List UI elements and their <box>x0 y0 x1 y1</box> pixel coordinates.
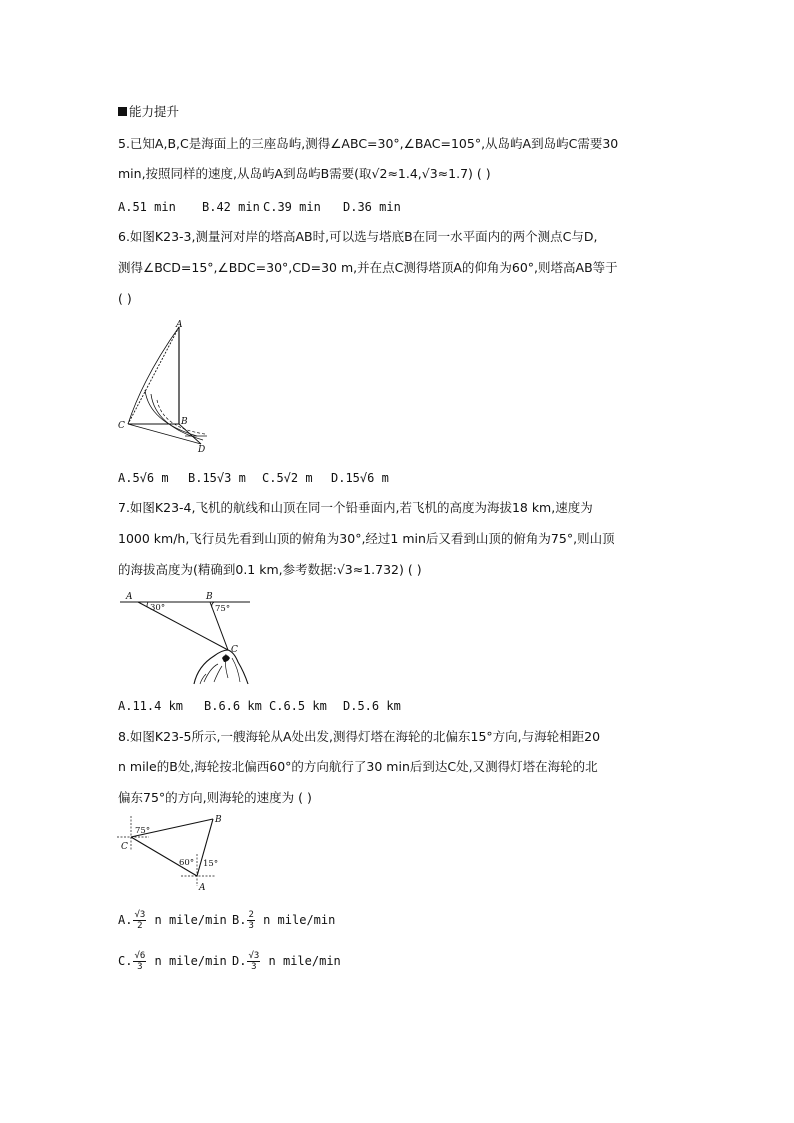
q6-text-line2: 测得∠BCD=15°,∠BDC=30°,CD=30 m,并在点C测得塔顶A的仰角为60°,则塔高AB等于 <box>118 260 618 275</box>
q7-option-d: D.5.6 km <box>343 699 401 713</box>
figure-k23-4 <box>118 588 268 688</box>
angle-arc-30 <box>147 602 148 607</box>
riverbank-curve-3 <box>151 394 203 440</box>
q8-option-d <box>232 951 341 972</box>
q8-option-c-fraction <box>133 951 146 972</box>
q5-option-b: B.42 min <box>202 200 260 214</box>
angle-label-75: 75° <box>215 604 231 614</box>
label-c: C <box>121 842 128 852</box>
q8-text-line3: 偏东75°的方向,则海轮的速度为 ( ) <box>118 790 312 805</box>
q5-option-d: D.36 min <box>343 200 401 214</box>
q8-option-b-letter: B. <box>232 913 247 927</box>
label-b: B <box>181 417 188 427</box>
q6-option-d: D.15√6 m <box>331 471 389 485</box>
angle-label-60: 60° <box>179 858 195 868</box>
q8-option-d-letter: D. <box>232 954 247 968</box>
q7-option-b: B.6.6 km <box>204 699 262 713</box>
q8-text-line2: n mile的B处,海轮按北偏西60°的方向航行了30 min后到达C处,又测得灯塔在海轮的北 <box>118 759 598 774</box>
q8-option-b-unit: n mile/min <box>263 913 336 927</box>
label-b: B <box>206 592 213 602</box>
q7-text-line2: 1000 km/h,飞行员先看到山顶的俯角为30°,经过1 min后又看到山顶的俯角为75°,则山顶 <box>118 531 615 546</box>
q7-option-c: C.6.5 km <box>269 699 327 713</box>
label-c: C <box>118 421 125 431</box>
q8-option-d-fraction <box>247 951 260 972</box>
riverbank-curve-2 <box>145 390 197 436</box>
mountain-peak-mark <box>222 655 230 662</box>
section-heading <box>118 104 179 120</box>
q8-option-b <box>232 910 335 931</box>
angle-arc-75 <box>212 602 214 608</box>
q7-text-line3: 的海拔高度为(精确到0.1 km,参考数据:√3≈1.732) ( ) <box>118 562 422 577</box>
q8-option-c <box>118 951 227 972</box>
label-d: D <box>198 445 206 455</box>
q5-text-line2: min,按照同样的速度,从岛屿A到岛屿B需要(取√2≈1.4,√3≈1.7) ( ) <box>118 166 491 181</box>
angle-label-15: 15° <box>203 859 219 869</box>
figure-k23-3 <box>115 318 215 458</box>
label-a: A <box>176 320 183 330</box>
q8-option-a-numerator: √3 <box>134 910 146 920</box>
q8-option-b-fraction <box>247 910 254 931</box>
q8-text-line1: 8.如图K23-5所示,一艘海轮从A处出发,测得灯塔在海轮的北偏东15°方向,与海轮相距20 <box>118 729 601 744</box>
mountain-shading <box>200 654 240 684</box>
segment-ca <box>131 837 197 876</box>
label-a: A <box>126 592 133 602</box>
q8-option-b-numerator: 2 <box>248 910 254 920</box>
q8-option-c-unit: n mile/min <box>154 954 227 968</box>
q8-option-a-unit: n mile/min <box>154 913 227 927</box>
q6-text-line1: 6.如图K23-3,测量河对岸的塔高AB时,可以选与塔底B在同一水平面内的两个测点C与D, <box>118 229 598 244</box>
angle-label-30: 30° <box>150 603 166 613</box>
q8-option-a <box>118 910 227 931</box>
q6-option-a: A.5√6 m <box>118 471 169 485</box>
q8-option-d-numerator: √3 <box>248 951 260 961</box>
q8-option-d-unit: n mile/min <box>268 954 341 968</box>
q6-option-b: B.15√3 m <box>188 471 246 485</box>
q8-option-a-denominator: 2 <box>137 921 143 931</box>
q7-option-a: A.11.4 km <box>118 699 184 713</box>
label-c: C <box>231 645 238 655</box>
q8-option-c-letter: C. <box>118 954 133 968</box>
square-bullet-icon <box>118 107 127 116</box>
q8-option-d-denominator: 3 <box>251 962 257 972</box>
q6-text-line3: ( ) <box>118 291 132 306</box>
q7-text-line1: 7.如图K23-4,飞机的航线和山顶在同一个铅垂面内,若飞机的高度为海拔18 km,速度为 <box>118 500 593 515</box>
q8-option-a-letter: A. <box>118 913 133 927</box>
label-a: A <box>199 883 206 893</box>
section-title: 能力提升 <box>129 104 180 119</box>
q6-option-c: C.5√2 m <box>262 471 313 485</box>
angle-label-75: 75° <box>135 826 151 836</box>
q8-option-a-fraction <box>133 910 146 931</box>
q5-option-a: A.51 min <box>118 200 176 214</box>
q8-option-c-numerator: √6 <box>134 951 146 961</box>
q5-option-c: C.39 min <box>263 200 321 214</box>
figure-k23-5 <box>115 810 225 894</box>
q8-option-b-denominator: 3 <box>248 921 254 931</box>
q5-text-line1: 5.已知A,B,C是海面上的三座岛屿,测得∠ABC=30°,∠BAC=105°,从岛屿A到岛屿C需要30 <box>118 136 619 151</box>
q8-option-c-denominator: 3 <box>137 962 143 972</box>
sightline-ca <box>128 327 179 424</box>
label-b: B <box>215 815 222 825</box>
